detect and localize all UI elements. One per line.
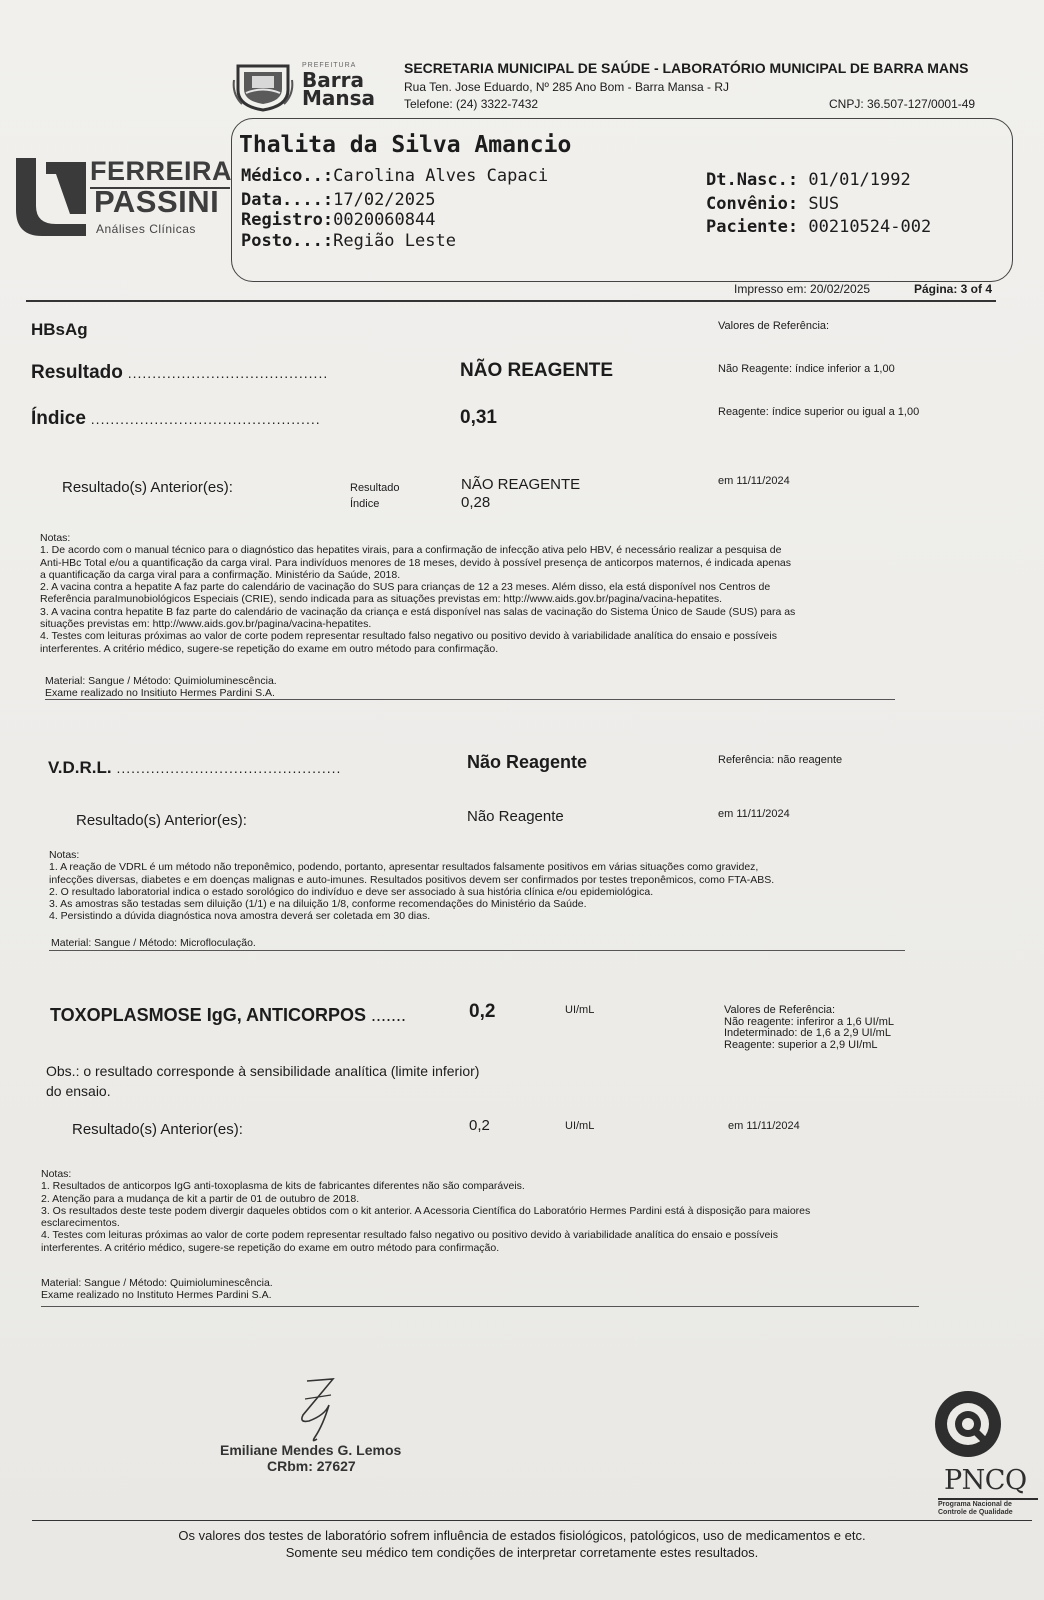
hbsag-indice-value: 0,31	[460, 407, 497, 428]
hbsag-ref-1: Não Reagente: índice inferior a 1,00	[718, 363, 895, 375]
toxo-obs-1: Obs.: o resultado corresponde à sensibilidade analítica (limite inferior)	[46, 1063, 480, 1079]
handwritten-signature-icon	[285, 1375, 365, 1445]
vdrl-divider	[49, 950, 905, 951]
vdrl-ref: Referência: não reagente	[718, 754, 843, 766]
toxo-ref-2: Indeterminado: de 1,6 a 2,9 UI/mL	[724, 1027, 891, 1039]
toxo-title: TOXOPLASMOSE IgG, ANTICORPOS	[50, 1005, 367, 1025]
medico-value: Carolina Alves Capaci	[333, 166, 549, 186]
registro-label: Registro:	[241, 210, 334, 230]
header-divider	[26, 300, 996, 302]
toxo-material: Material: Sangue / Método: Quimioluminescência.	[41, 1277, 273, 1289]
toxo-unit: UI/mL	[565, 1004, 595, 1016]
hbsag-ref-2: Reagente: índice superior ou igual a 1,00	[718, 406, 920, 418]
hbsag-indice-label	[31, 408, 321, 430]
hbsag-note-line: Referência paraImunobiológicos Especiais (CRIE), sendo indicada para as situações previstas em: http://www.aids.gov.br/pagina/vacina-hepatites.	[40, 593, 723, 606]
vdrl-note-line: 4. Persistindo a dúvida diagnóstica nova amostra deverá ser coletada em 30 dias.	[49, 910, 431, 923]
toxo-note-line: esclarecimentos.	[41, 1217, 120, 1230]
vdrl-prev-label: Resultado(s) Anterior(es):	[76, 812, 247, 829]
pncq-logo-icon	[932, 1388, 1004, 1460]
toxo-prev-val: 0,2	[469, 1117, 490, 1134]
institution-cnpj: CNPJ: 36.507-127/0001-49	[829, 97, 976, 111]
institution-phone: Telefone: (24) 3322-7432	[404, 97, 539, 111]
convenio-value: SUS	[808, 194, 840, 214]
medico-row	[241, 166, 548, 186]
institution-address: Rua Ten. Jose Eduardo, Nº 285 Ano Bom - Barra Mansa - RJ	[404, 80, 729, 94]
toxo-exame: Exame realizado no Instituto Hermes Pardini S.A.	[41, 1289, 272, 1301]
toxo-note-line: 1. Resultados de anticorpos IgG anti-toxoplasma de kits de fabricantes diferentes não são comparáveis.	[41, 1180, 525, 1193]
logo-analises: Análises Clínicas	[96, 222, 196, 236]
vdrl-prev-date: em 11/11/2024	[718, 808, 790, 820]
footer-divider	[32, 1520, 1032, 1521]
vdrl-title: V.D.R.L.	[48, 758, 112, 777]
toxo-ref-1: Não reagente: inferiror a 1,6 UI/mL	[724, 1015, 894, 1028]
medico-label: Médico..:	[241, 166, 334, 186]
paciente-label: Paciente:	[706, 217, 799, 237]
data-value: 17/02/2025	[333, 190, 436, 210]
vdrl-note-line: 2. O resultado laboratorial indica o estado sorológico do indivíduo e deve ser associado à sua história clínica e/ou epidemiológica.	[49, 885, 654, 898]
hbsag-indice-text: Índice	[31, 408, 86, 429]
printed-date: Impresso em: 20/02/2025	[734, 282, 871, 296]
convenio-label: Convênio:	[706, 194, 799, 214]
hbsag-exame: Exame realizado no Insitiuto Hermes Pardini S.A.	[45, 687, 275, 699]
nasc-label: Dt.Nasc.:	[706, 170, 799, 190]
hbsag-title: HBsAg	[31, 320, 88, 339]
toxo-obs-2: do ensaio.	[46, 1083, 111, 1099]
nasc-value: 01/01/1992	[808, 170, 911, 190]
paciente-value: 00210524-002	[808, 217, 932, 237]
footer-line-2: Somente seu médico tem condições de interpretar corretamente estes resultados.	[285, 1545, 759, 1560]
posto-row	[241, 231, 456, 251]
pncq-underline	[938, 1498, 1038, 1500]
vdrl-value: Não Reagente	[467, 752, 588, 772]
vdrl-note-line: 3. As amostras são testadas sem diluição (1/1) e na diluição 1/8, conforme recomendações do Ministério da Saúde.	[49, 898, 587, 911]
data-row	[241, 190, 435, 210]
hbsag-material: Material: Sangue / Método: Quimioluminescência.	[45, 675, 277, 687]
logo-ferreira: FERREIRA	[90, 156, 233, 186]
toxo-ref-block	[724, 1005, 894, 1051]
toxo-label	[50, 1005, 406, 1026]
page-number: Página: 3 of 4	[914, 282, 993, 296]
vdrl-dots: ..............................................	[111, 760, 342, 776]
vdrl-prev-val: Não Reagente	[467, 808, 564, 825]
toxo-note-line: 4. Testes com leituras próximas ao valor de corte podem representar resultado falso negativo ou positivo devido à variabilidade analítica do ensaio e possíveis	[41, 1229, 778, 1242]
paciente-row	[706, 217, 931, 237]
hbsag-note-line: 1. De acordo com o manual técnico para o diagnóstico das hepatites virais, para a confirmação de infecção ativa pelo HBV, é necessário realizar a pesquisa de	[40, 544, 782, 557]
hbsag-note-line: 2. A vacina contra a hepatite A faz parte do calendário de vacinação do SUS para crianças de 12 a 23 meses. Além disso, ela está disponível nos Centros de	[40, 581, 771, 594]
hbsag-prev-sub-1: Resultado	[350, 482, 400, 494]
toxo-divider	[41, 1306, 919, 1307]
footer-line-1: Os valores dos testes de laboratório sofrem influência de estados fisiológicos, patológicos, uso de medicamentos e etc.	[178, 1528, 866, 1543]
hbsag-resultado-text: Resultado	[31, 362, 123, 383]
posto-value: Região Leste	[333, 231, 456, 251]
hbsag-indice-dots: ...............................................	[85, 411, 321, 427]
signature-crbm: CRbm: 27627	[267, 1458, 356, 1474]
toxo-note-line: 3. Os resultados deste teste podem divergir daqueles obtidos com o kit anterior. A Acessoria Científica do Laboratório Hermes Pardini está à disposição para maiores	[41, 1204, 811, 1217]
hbsag-note-line: 4. Testes com leituras próximas ao valor de corte podem representar resultado falso negativo ou positivo devido à variabilidade analítica do ensaio e possíveis	[40, 630, 777, 643]
vdrl-label	[48, 758, 341, 778]
registro-row	[241, 210, 435, 230]
hbsag-note-line: 3. A vacina contra hepatite B faz parte do calendário de vacinação da criança e está disponível nas salas de vacinação do Sistema Único de Saude (SUS) para as	[40, 605, 796, 618]
toxo-notes-title: Notas:	[41, 1168, 72, 1180]
hbsag-resultado-value: NÃO REAGENTE	[460, 360, 614, 381]
hbsag-prev-date: em 11/11/2024	[718, 475, 790, 487]
toxo-note-line: 2. Atenção para a mudança de kit a partir de 01 de outubro de 2018.	[41, 1192, 360, 1205]
vdrl-note-line: 1. A reação de VDRL é um método não treponêmico, podendo, portanto, apresentar resultados falsamente positivos em várias situações como gravidez,	[49, 861, 759, 874]
toxo-note-line: interferentes. A critério médico, sugere-se repetição do exame em outro método para confirmação.	[41, 1241, 500, 1254]
ferreira-passini-mark-icon	[12, 154, 90, 238]
ferreira-passini-logo	[10, 150, 233, 242]
vdrl-notes-title: Notas:	[49, 849, 80, 861]
logo-passini: PASSINI	[94, 184, 220, 219]
signature-name: Emiliane Mendes G. Lemos	[220, 1442, 402, 1458]
hbsag-prev-val-1: NÃO REAGENTE	[461, 476, 581, 493]
toxo-value: 0,2	[469, 1001, 496, 1022]
toxo-notes	[41, 1168, 810, 1254]
hbsag-prev-val-2: 0,28	[461, 494, 491, 511]
municipal-small-label: PREFEITURA	[302, 62, 357, 69]
pncq-logo-text: PNCQ	[944, 1465, 1027, 1496]
hbsag-resultado-dots: .........................................	[122, 365, 329, 381]
municipal-name-2: Mansa	[302, 86, 376, 110]
hbsag-resultado-label	[31, 362, 328, 384]
institution-name: SECRETARIA MUNICIPAL DE SAÚDE - LABORATÓRIO MUNICIPAL DE BARRA MANS	[404, 60, 969, 76]
registro-value: 0020060844	[333, 210, 436, 230]
toxo-ref-title: Valores de Referência:	[724, 1004, 836, 1016]
barra-mansa-logo	[232, 60, 392, 112]
municipal-name-1: Barra	[302, 68, 364, 92]
convenio-row	[706, 194, 839, 214]
hbsag-note-line: Anti-HBc Total e/ou a quantificação da carga viral. Para indivíduos menores de 18 meses, devido à possível presença de anticorpos maternos, é indicada apenas	[40, 556, 791, 569]
toxo-prev-date: em 11/11/2024	[728, 1120, 800, 1132]
pncq-sub-1: Programa Nacional de	[938, 1501, 1012, 1508]
hbsag-prev-sub-2: Índice	[350, 498, 380, 510]
hbsag-prev-label: Resultado(s) Anterior(es):	[62, 479, 233, 496]
toxo-prev-label: Resultado(s) Anterior(es):	[72, 1121, 243, 1138]
toxo-ref-3: Reagente: superior a 2,9 UI/mL	[724, 1038, 878, 1051]
vdrl-material: Material: Sangue / Método: Microfloculação.	[51, 937, 256, 949]
data-label: Data....:	[241, 190, 334, 210]
hbsag-notes	[40, 532, 795, 655]
posto-label: Posto...:	[241, 231, 334, 251]
toxo-dots: .......	[366, 1005, 407, 1025]
nasc-row	[706, 170, 911, 190]
toxo-prev-unit: UI/mL	[565, 1120, 595, 1132]
hbsag-note-line: a quantificação da carga viral para a confirmação. Ministério da Saúde, 2018.	[40, 568, 401, 581]
patient-name: Thalita da Silva Amancio	[239, 132, 572, 158]
barra-mansa-crest-icon	[232, 60, 294, 112]
hbsag-ref-title: Valores de Referência:	[718, 320, 830, 332]
hbsag-note-line: situações previstas em: http://www.aids.gov.br/pagina/vacina-hepatites.	[40, 618, 372, 631]
pncq-sub-2: Controle de Qualidade	[938, 1509, 1013, 1516]
hbsag-notes-title: Notas:	[40, 532, 71, 544]
vdrl-notes	[49, 849, 774, 923]
vdrl-note-line: infecções diversas, diabetes e em doenças malignas e auto-imunes. Resultados positivos devem ser confirmados por testes treponêmicos, como FTA-ABS.	[49, 873, 775, 886]
hbsag-divider	[45, 699, 895, 700]
hbsag-note-line: interferentes. A critério médico, sugere-se repetição do exame em outro método para confirmação.	[40, 642, 499, 655]
